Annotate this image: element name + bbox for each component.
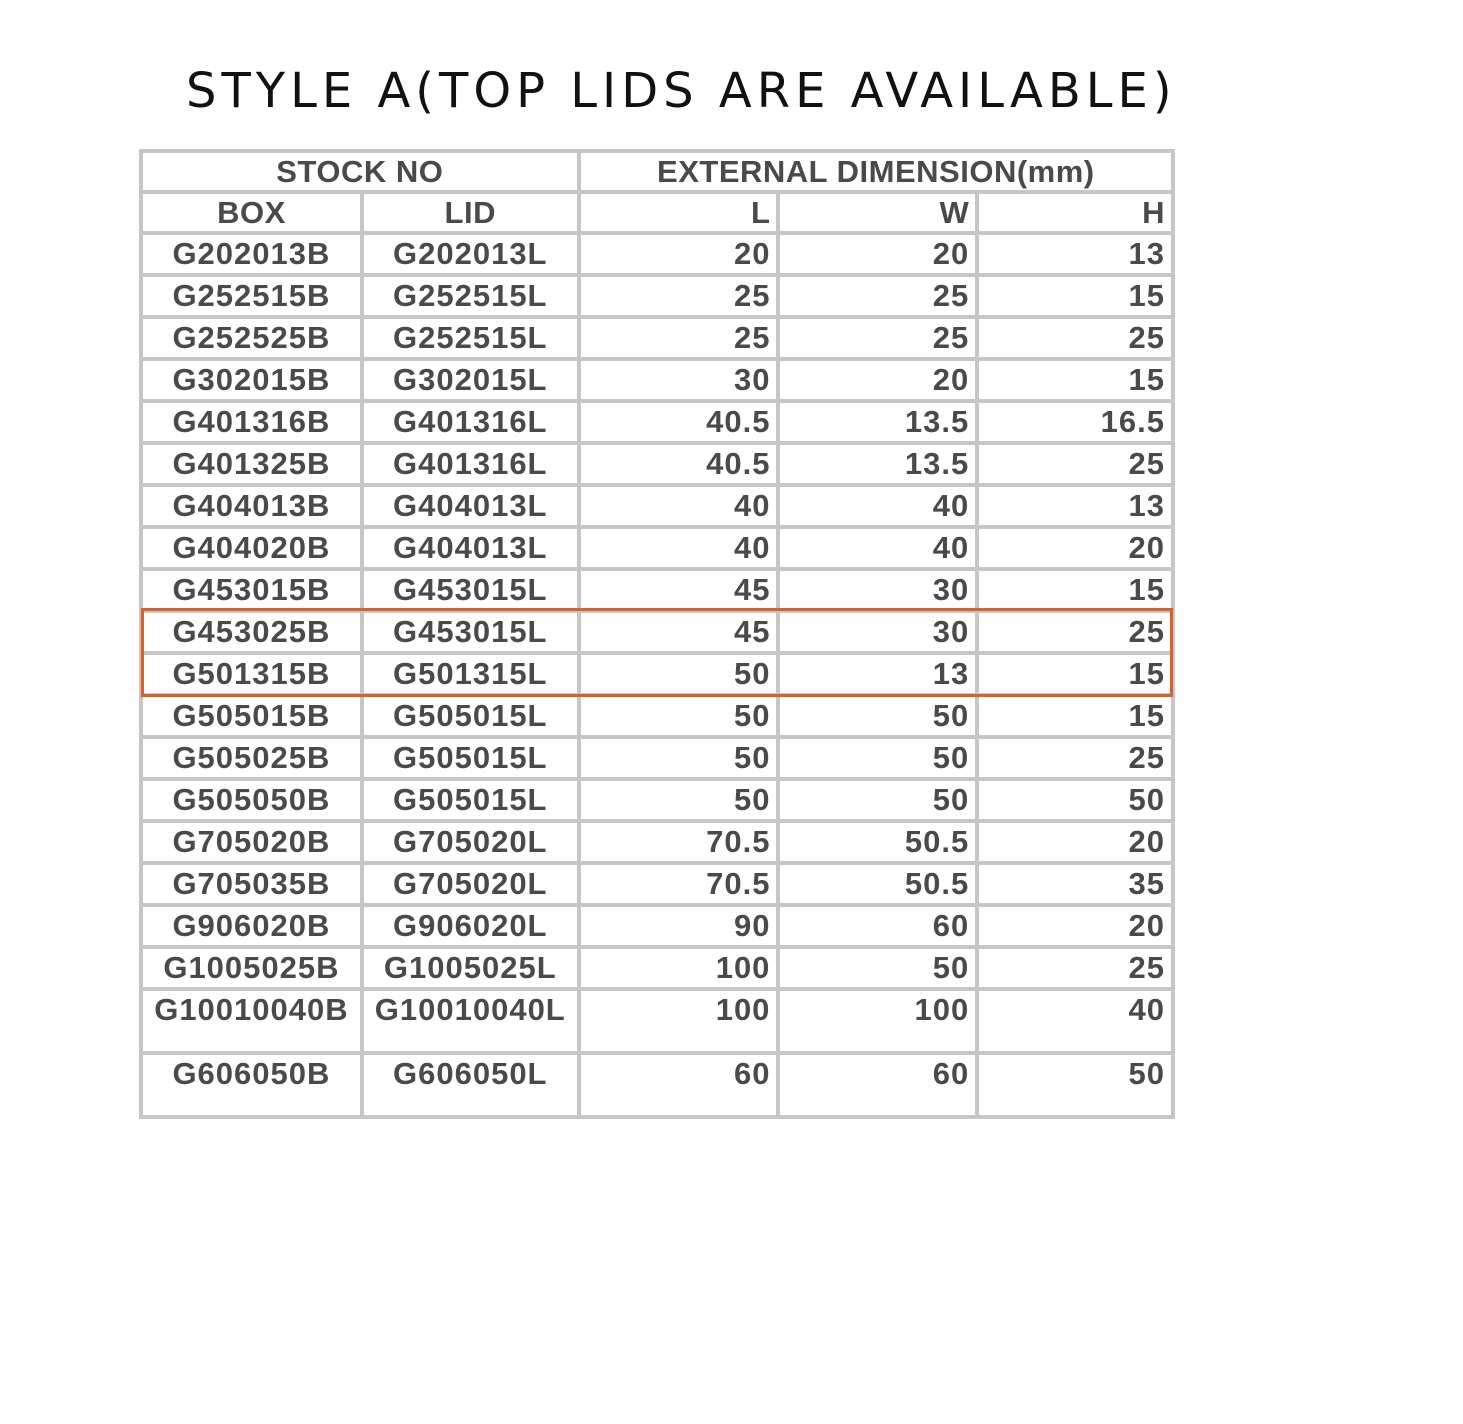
lid-cell: G10010040L xyxy=(362,989,579,1053)
table-row xyxy=(141,1053,1173,1117)
length-cell: 20 xyxy=(579,233,779,275)
box-cell: G302015B xyxy=(141,359,362,401)
box-cell: G906020B xyxy=(141,905,362,947)
length-cell: 60 xyxy=(579,1053,779,1117)
height-cell: 25 xyxy=(977,947,1173,989)
width-cell: 30 xyxy=(778,611,977,653)
width-cell: 20 xyxy=(778,233,977,275)
lid-cell: G505015L xyxy=(362,695,579,737)
height-cell: 15 xyxy=(977,569,1173,611)
length-cell: 45 xyxy=(579,569,779,611)
length-cell: 100 xyxy=(579,989,779,1053)
table-row xyxy=(141,611,1173,653)
lid-cell: G252515L xyxy=(362,317,579,359)
box-cell: G252525B xyxy=(141,317,362,359)
length-cell: 100 xyxy=(579,947,779,989)
height-cell: 50 xyxy=(977,779,1173,821)
length-cell: 50 xyxy=(579,695,779,737)
box-cell: G1005025B xyxy=(141,947,362,989)
table-row xyxy=(141,821,1173,863)
width-cell: 50 xyxy=(778,947,977,989)
box-cell: G10010040B xyxy=(141,989,362,1053)
width-cell: 13.5 xyxy=(778,443,977,485)
height-cell: 16.5 xyxy=(977,401,1173,443)
table-row xyxy=(141,485,1173,527)
box-cell: G606050B xyxy=(141,1053,362,1117)
lid-cell: G401316L xyxy=(362,443,579,485)
length-cell: 70.5 xyxy=(579,863,779,905)
table-row xyxy=(141,401,1173,443)
length-cell: 40 xyxy=(579,527,779,569)
box-cell: G404020B xyxy=(141,527,362,569)
width-cell: 50 xyxy=(778,737,977,779)
table-row xyxy=(141,275,1173,317)
lid-cell: G505015L xyxy=(362,779,579,821)
lid-column-header: LID xyxy=(362,192,579,233)
length-column-header: L xyxy=(579,192,779,233)
width-cell: 50 xyxy=(778,695,977,737)
height-cell: 15 xyxy=(977,359,1173,401)
height-column-header: H xyxy=(977,192,1173,233)
length-cell: 40 xyxy=(579,485,779,527)
lid-cell: G202013L xyxy=(362,233,579,275)
table-body xyxy=(141,233,1173,1117)
lid-cell: G404013L xyxy=(362,485,579,527)
box-cell: G505050B xyxy=(141,779,362,821)
width-cell: 13 xyxy=(778,653,977,695)
table-row xyxy=(141,779,1173,821)
width-cell: 50.5 xyxy=(778,863,977,905)
length-cell: 50 xyxy=(579,737,779,779)
width-cell: 50 xyxy=(778,779,977,821)
length-cell: 25 xyxy=(579,275,779,317)
height-cell: 20 xyxy=(977,821,1173,863)
width-column-header: W xyxy=(778,192,977,233)
width-cell: 60 xyxy=(778,905,977,947)
length-cell: 45 xyxy=(579,611,779,653)
box-cell: G453015B xyxy=(141,569,362,611)
external-dimension-header: EXTERNAL DIMENSION(mm) xyxy=(579,151,1173,192)
lid-cell: G252515L xyxy=(362,275,579,317)
width-cell: 40 xyxy=(778,485,977,527)
width-cell: 25 xyxy=(778,275,977,317)
lid-cell: G906020L xyxy=(362,905,579,947)
height-cell: 15 xyxy=(977,695,1173,737)
lid-cell: G404013L xyxy=(362,527,579,569)
box-cell: G202013B xyxy=(141,233,362,275)
height-cell: 20 xyxy=(977,905,1173,947)
width-cell: 25 xyxy=(778,317,977,359)
table-row xyxy=(141,947,1173,989)
height-cell: 40 xyxy=(977,989,1173,1053)
height-cell: 13 xyxy=(977,485,1173,527)
box-cell: G401325B xyxy=(141,443,362,485)
height-cell: 35 xyxy=(977,863,1173,905)
length-cell: 70.5 xyxy=(579,821,779,863)
length-cell: 30 xyxy=(579,359,779,401)
length-cell: 90 xyxy=(579,905,779,947)
group-header-row xyxy=(141,151,1173,192)
table-row xyxy=(141,359,1173,401)
length-cell: 40.5 xyxy=(579,443,779,485)
height-cell: 25 xyxy=(977,611,1173,653)
column-header-row xyxy=(141,192,1173,233)
lid-cell: G705020L xyxy=(362,821,579,863)
lid-cell: G705020L xyxy=(362,863,579,905)
lid-cell: G1005025L xyxy=(362,947,579,989)
lid-cell: G302015L xyxy=(362,359,579,401)
page-title: STYLE A(TOP LIDS ARE AVAILABLE) xyxy=(186,63,1177,119)
box-cell: G453025B xyxy=(141,611,362,653)
lid-cell: G505015L xyxy=(362,737,579,779)
table-row xyxy=(141,989,1173,1053)
stock-no-header: STOCK NO xyxy=(141,151,579,192)
length-cell: 40.5 xyxy=(579,401,779,443)
width-cell: 100 xyxy=(778,989,977,1053)
table-row xyxy=(141,317,1173,359)
width-cell: 30 xyxy=(778,569,977,611)
table-row xyxy=(141,569,1173,611)
width-cell: 40 xyxy=(778,527,977,569)
table-row xyxy=(141,695,1173,737)
box-cell: G252515B xyxy=(141,275,362,317)
width-cell: 60 xyxy=(778,1053,977,1117)
length-cell: 25 xyxy=(579,317,779,359)
height-cell: 25 xyxy=(977,737,1173,779)
box-column-header: BOX xyxy=(141,192,362,233)
width-cell: 50.5 xyxy=(778,821,977,863)
lid-cell: G606050L xyxy=(362,1053,579,1117)
length-cell: 50 xyxy=(579,653,779,695)
box-cell: G505015B xyxy=(141,695,362,737)
box-cell: G505025B xyxy=(141,737,362,779)
height-cell: 25 xyxy=(977,317,1173,359)
box-cell: G404013B xyxy=(141,485,362,527)
lid-cell: G453015L xyxy=(362,611,579,653)
height-cell: 15 xyxy=(977,275,1173,317)
box-cell: G501315B xyxy=(141,653,362,695)
height-cell: 50 xyxy=(977,1053,1173,1117)
height-cell: 25 xyxy=(977,443,1173,485)
table-row xyxy=(141,905,1173,947)
length-cell: 50 xyxy=(579,779,779,821)
width-cell: 13.5 xyxy=(778,401,977,443)
spec-table xyxy=(139,149,1175,1119)
lid-cell: G401316L xyxy=(362,401,579,443)
box-cell: G705035B xyxy=(141,863,362,905)
lid-cell: G501315L xyxy=(362,653,579,695)
table-row xyxy=(141,737,1173,779)
height-cell: 20 xyxy=(977,527,1173,569)
table-row xyxy=(141,443,1173,485)
box-cell: G705020B xyxy=(141,821,362,863)
box-cell: G401316B xyxy=(141,401,362,443)
table-row xyxy=(141,527,1173,569)
table-row xyxy=(141,233,1173,275)
table-row xyxy=(141,863,1173,905)
height-cell: 13 xyxy=(977,233,1173,275)
lid-cell: G453015L xyxy=(362,569,579,611)
width-cell: 20 xyxy=(778,359,977,401)
table-row xyxy=(141,653,1173,695)
height-cell: 15 xyxy=(977,653,1173,695)
